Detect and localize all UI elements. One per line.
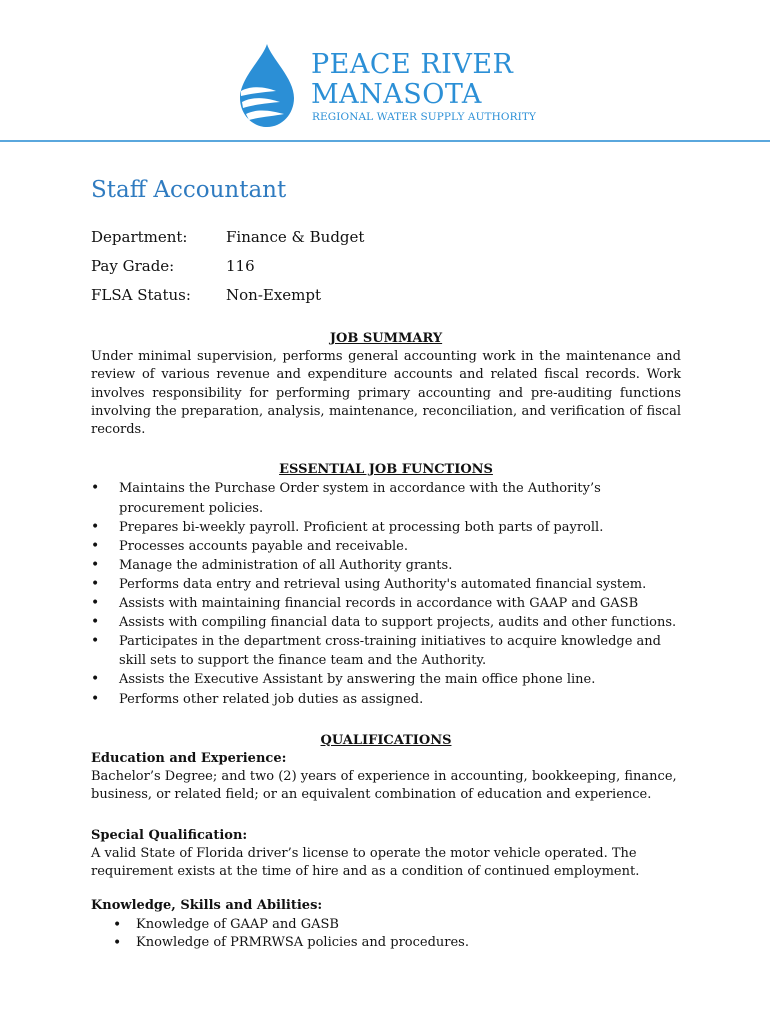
list-item: • Performs data entry and retrieval using Authority's automated financial system. xyxy=(91,575,681,594)
list-item: • Knowledge of GAAP and GASB xyxy=(91,916,681,935)
essential-functions-heading: ESSENTIAL JOB FUNCTIONS xyxy=(279,462,493,478)
job-title: Staff Accountant xyxy=(91,177,287,203)
org-subtitle: REGIONAL WATER SUPPLY AUTHORITY xyxy=(312,111,537,123)
job-summary-text: Under minimal supervision, performs general accounting work in the maintenance and review of various revenue and expenditure accounts and related fiscal records. Work involves responsibility for performing primary accounting and pre-auditing functions involving the preparation, analysis, maintenance, reconciliation, and verification of fiscal records. xyxy=(91,349,681,438)
ksa-heading: Knowledge, Skills and Abilities: xyxy=(91,898,323,914)
list-item: • Assists with compiling financial data to support projects, audits and other functions. xyxy=(91,613,681,632)
list-item: • Maintains the Purchase Order system in accordance with the Authority’s procurement policies. xyxy=(91,479,681,517)
meta-label: Pay Grade: xyxy=(91,257,175,275)
meta-label: Department: xyxy=(91,228,188,246)
header-divider xyxy=(0,140,770,142)
job-summary-heading: JOB SUMMARY xyxy=(329,331,443,346)
ksa-list xyxy=(91,916,681,953)
list-item: • Assists the Executive Assistant by answering the main office phone line. xyxy=(91,670,681,689)
list-item: • Performs other related job duties as assigned. xyxy=(91,690,681,709)
education-text: Bachelor’s Degree; and two (2) years of experience in accounting, bookkeeping, finance, business, or related field; or an equivalent combination of education and experience. xyxy=(91,768,677,803)
list-item: • Assists with maintaining financial records in accordance with GAAP and GASB xyxy=(91,594,681,613)
meta-value: Non-Exempt xyxy=(226,286,322,304)
meta-label: FLSA Status: xyxy=(91,286,191,304)
meta-row-department xyxy=(91,223,681,252)
water-drop-logo-icon xyxy=(236,44,298,128)
education-heading: Education and Experience: xyxy=(91,750,287,766)
special-qualification-text: A valid State of Florida driver’s license to operate the motor vehicle operated. The requirement exists at the time of hire and as a condition of continued employment. xyxy=(91,845,640,880)
meta-row-pay-grade xyxy=(91,252,681,281)
essential-functions-list xyxy=(91,479,681,708)
meta-row-flsa-status xyxy=(91,281,681,310)
qualifications-heading: QUALIFICATIONS xyxy=(320,732,452,748)
job-meta xyxy=(91,223,681,310)
list-item: • Knowledge of PRMRWSA policies and procedures. xyxy=(91,934,681,953)
list-item: • Prepares bi-weekly payroll. Proficient at processing both parts of payroll. xyxy=(91,518,681,537)
org-name-line1: PEACE RIVER xyxy=(311,49,514,80)
letterhead xyxy=(0,0,770,142)
meta-value: Finance & Budget xyxy=(226,228,365,246)
org-name-line2: MANASOTA xyxy=(311,79,482,110)
list-item: • Participates in the department cross-training initiatives to acquire knowledge and skill sets to support the finance team and the Authority. xyxy=(91,632,681,670)
list-item: • Processes accounts payable and receivable. xyxy=(91,537,681,556)
meta-value: 116 xyxy=(226,257,255,275)
special-qualification-heading: Special Qualification: xyxy=(91,827,248,843)
job-description xyxy=(91,173,681,953)
list-item: • Manage the administration of all Authority grants. xyxy=(91,556,681,575)
